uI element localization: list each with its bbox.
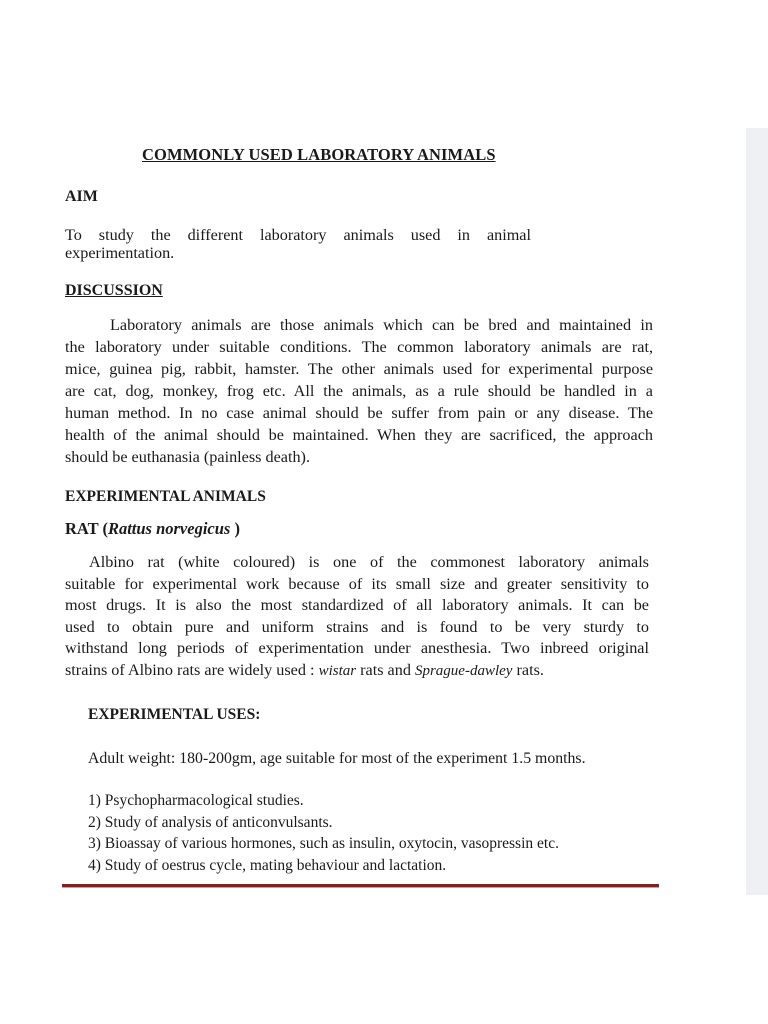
discussion-paragraph [65, 314, 653, 468]
aim-line: To study the different laboratory animals used in animal [65, 226, 531, 244]
experimental-uses-list [88, 790, 559, 876]
discussion-line: health of the animal should be maintained. When they are sacrificed, the approach [65, 426, 653, 444]
rat-last-line-prefix: strains of Albino rats are widely used : [65, 660, 319, 679]
rat-paragraph [65, 552, 649, 682]
list-item: 3) Bioassay of various hormones, such as insulin, oxytocin, vasopressin etc. [88, 835, 559, 852]
rat-last-line [65, 660, 649, 683]
discussion-line: Laboratory animals are those animals which can be bred and maintained in [110, 316, 653, 334]
discussion-line: the laboratory under suitable conditions. The common laboratory animals are rat, [65, 338, 653, 356]
rat-heading-prefix: RAT ( [65, 519, 108, 538]
discussion-line: human method. In no case animal should be suffer from pain or any disease. The [65, 404, 653, 422]
footer-rule [62, 884, 659, 888]
experimental-uses-heading: EXPERIMENTAL USES: [88, 706, 261, 723]
list-item: 1) Psychopharmacological studies. [88, 792, 304, 809]
list-item: 2) Study of analysis of anticonvulsants. [88, 813, 333, 831]
discussion-line: are cat, dog, monkey, frog etc. All the animals, as a rule should be handled in a [65, 382, 653, 400]
experimental-animals-heading: EXPERIMENTAL ANIMALS [65, 488, 266, 505]
aim-paragraph [65, 226, 531, 262]
discussion-heading: DISCUSSION [65, 282, 163, 299]
page-title: COMMONLY USED LABORATORY ANIMALS [142, 145, 496, 164]
list-item: 4) Study of oestrus cycle, mating behaviour and lactation. [88, 856, 447, 874]
rat-line: withstand long periods of experimentation under anesthesia. Two inbreed original [65, 639, 649, 657]
rat-last-line-suffix: rats. [512, 660, 544, 679]
discussion-line: should be euthanasia (painless death). [65, 448, 310, 466]
rat-line: most drugs. It is also the most standardized of all laboratory animals. It can be [65, 596, 649, 614]
strain-sprague-dawley: Sprague-dawley [414, 662, 513, 679]
adult-weight-text [88, 748, 648, 770]
aim-line: experimentation. [65, 244, 175, 262]
rat-last-line-mid: rats and [356, 660, 415, 679]
discussion-line: mice, guinea pig, rabbit, hamster. The other animals used for experimental purpose [65, 360, 653, 378]
rat-scientific-name: Rattus norvegicus [107, 519, 231, 538]
rat-heading-suffix: ) [230, 519, 240, 538]
rat-line: Albino rat (white coloured) is one of the commonest laboratory animals [89, 553, 649, 571]
rat-heading [65, 519, 240, 539]
rat-line: used to obtain pure and uniform strains and is found to be very sturdy to [65, 617, 649, 636]
rat-line: suitable for experimental work because of its small size and greater sensitivity to [65, 574, 649, 593]
adult-weight-line: Adult weight: 180-200gm, age suitable for most of the experiment 1.5 months. [88, 750, 586, 767]
strain-wistar: wistar [318, 662, 357, 679]
aim-heading: AIM [65, 188, 98, 205]
